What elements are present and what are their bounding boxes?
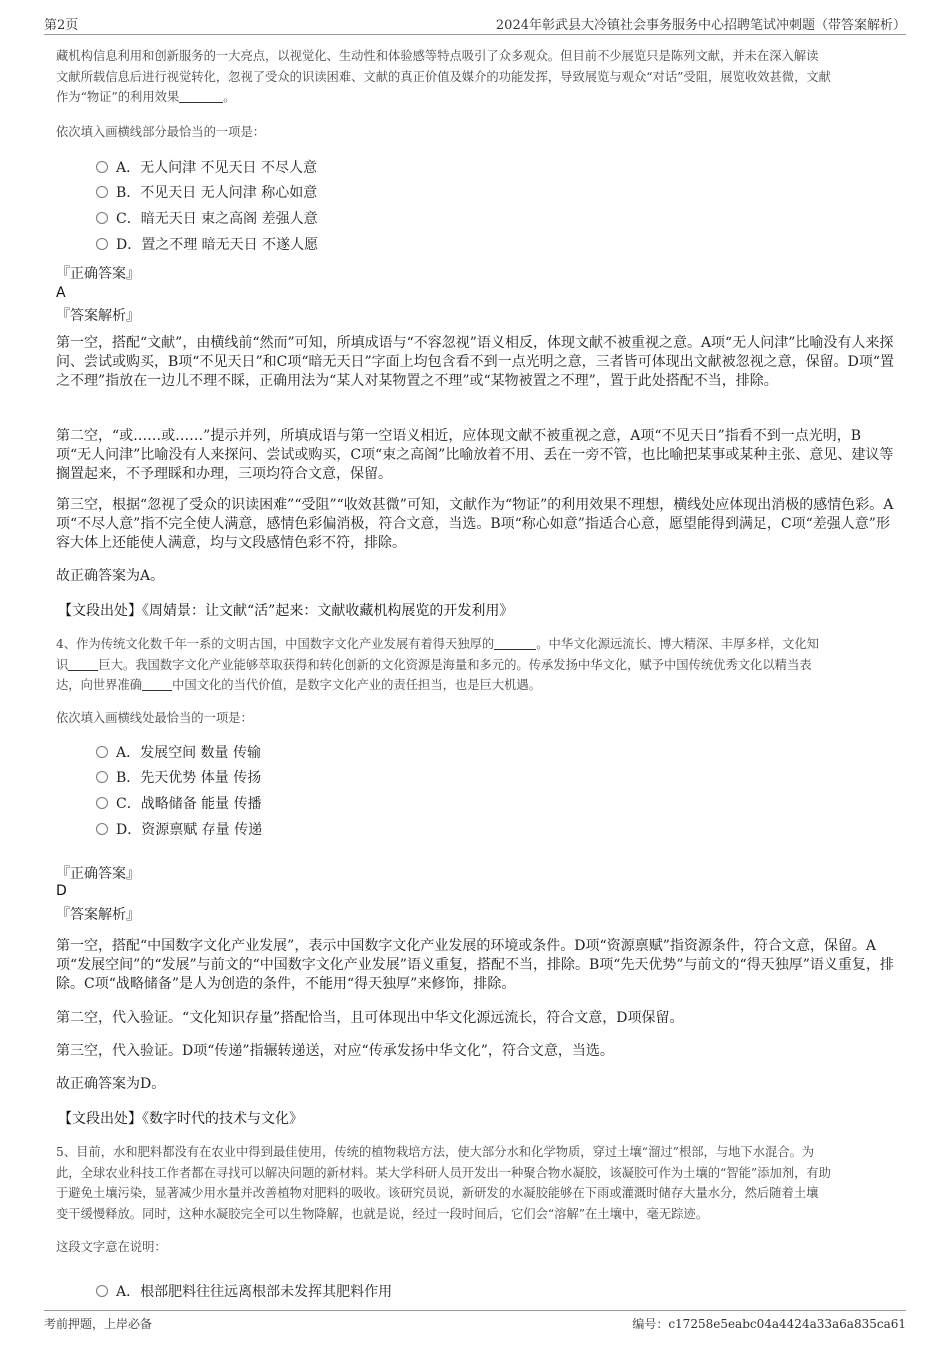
q3-source (58, 600, 513, 620)
q4-stem-text: 中国文化的当代价值，是数字文化产业的责任担当，也是巨大机遇。 (172, 678, 542, 692)
q4-stem-line (56, 634, 894, 655)
q4-option-b[interactable] (96, 768, 261, 788)
q4-answer: D (56, 883, 67, 899)
q4-answer-label: 『正确答案』 (56, 866, 140, 882)
q4-analysis-paragraph: 第一空，搭配“中国数字文化产业发展”，表示中国数字文化产业发展的环境或条件。D项“资源禀赋”指资源条件，符合文意，保留。A项“发展空间”的“发展”与前文的“中国数字文化产业发展”语义重复，搭配不当，排除。B项“先天优势”与前文的“得天独厚”语义重复，排除。C项“战略储备”是人为创造的条件，不能用“得天独厚”来修饰，排除。 (56, 938, 894, 992)
q4-stem-text: 巨大。我国数字文化产业能够萃取获得和转化创新的文化资源是海量和多元的。传承发扬中华文化，赋予中国传统优秀文化以精当表 (98, 657, 812, 672)
q3-option-a[interactable] (96, 158, 317, 178)
q5-stem-line: 此，全球农业科技工作者都在寻找可以解决问题的新材料。某大学科研人员开发出一种聚合物水凝胶，该凝胶可作为土壤的“智能”添加剂，有助 (56, 1165, 831, 1180)
document-id: 编号：c17258e5eabc04a4424a33a6a835ca61 (632, 1317, 906, 1331)
q3-passage-text: 。 (223, 90, 236, 104)
q3-answer-label: 『正确答案』 (56, 266, 140, 282)
page-number: 第2页 (44, 18, 79, 33)
q5-prompt: 这段文字意在说明： (56, 1240, 167, 1254)
q4-stem-line (56, 655, 894, 676)
q4-stem-text: 4、作为传统文化数千年一系的文明古国，中国数字文化产业发展有着得天独厚的 (56, 637, 495, 651)
q4-conclusion: 故正确答案为D。 (56, 1076, 166, 1092)
q3-option-c[interactable] (96, 209, 318, 229)
page-header (44, 12, 906, 35)
q4-option-c[interactable] (96, 794, 262, 814)
q4-analysis-label: 『答案解析』 (56, 907, 140, 923)
q4-stem-text: 达，向世界准确 (56, 678, 143, 692)
q4-option-d[interactable] (96, 820, 262, 840)
source-label: 【文段出处】 (58, 1111, 142, 1127)
fill-blank (494, 636, 536, 650)
radio-icon[interactable] (96, 161, 108, 173)
q4-stem (56, 634, 894, 696)
q3-option-d[interactable] (96, 235, 318, 255)
option-label: A．根部肥料往往远离根部未发挥其肥料作用 (116, 1284, 393, 1300)
page-footer (44, 1310, 906, 1335)
option-label: B．不见天日 无人问津 称心如意 (116, 185, 318, 201)
option-label: C．暗无天日 束之高阁 差强人意 (116, 211, 318, 227)
source-title: 《周婧景：让文献“活”起来：文献收藏机构展览的开发利用》 (142, 603, 514, 619)
q4-stem-line (56, 675, 894, 696)
q4-prompt: 依次填入画横线处最恰当的一项是： (56, 711, 253, 725)
q3-analysis-label: 『答案解析』 (56, 308, 140, 324)
q5-option-a[interactable] (96, 1282, 392, 1302)
radio-icon[interactable] (96, 823, 108, 835)
q4-option-a[interactable] (96, 743, 261, 763)
q4-analysis-paragraph: 第三空，代入验证。D项“传递”指辗转递送，对应“传承发扬中华文化”，符合文意，当选。 (56, 1043, 614, 1059)
q3-analysis-paragraph: 第一空，搭配“文献”，由横线前“然而”可知，所填成语与“不容忽视”语义相反，体现文献不被重视之意。A项“无人问津”比喻没有人来探问、尝试或购买，B项“不见天日”和C项“暗无天日”字面上均包含看不到一点光明之意，三者皆可体现出文献被忽视之意，保留。D项“置之不理”指放在一边儿不理不睬，正确用法为“某人对某物置之不理”或“某物被置之不理”，置于此处搭配不当，排除。 (56, 335, 895, 389)
q5-stem (56, 1142, 894, 1224)
fill-blank (68, 657, 98, 671)
fill-blank (142, 677, 172, 691)
q3-passage-text: 作为“物证”的利用效果 (56, 90, 180, 104)
q3-passage-line (56, 87, 894, 108)
q5-stem-line: 5、目前，水和肥料都没有在农业中得到最佳使用，传统的植物栽培方法，使大部分水和化学物质，穿过土壤“溜过”根部，与地下水混合。为 (56, 1145, 815, 1159)
fill-blank (179, 89, 223, 103)
q3-answer: A (56, 285, 66, 301)
option-label: D．资源禀赋 存量 传递 (116, 822, 263, 838)
radio-icon[interactable] (96, 1285, 108, 1297)
radio-icon[interactable] (96, 186, 108, 198)
q4-analysis-paragraph: 第二空，代入验证。“文化知识存量”搭配恰当，且可体现出中华文化源远流长，符合文意，D项保留。 (56, 1010, 684, 1026)
radio-icon[interactable] (96, 746, 108, 758)
q3-analysis-paragraph: 第二空，“或……或……”提示并列，所填成语与第一空语义相近，应体现文献不被重视之意，A项“不见天日”指看不到一点光明，B项“无人问津”比喻没有人来探问、尝试或购买，C项“束之高阁”比喻放着不用、丢在一旁不管，也比喻把某事或某种主张、意见、建议等搁置起来，不予理睬和办理，三项均符合文意，保留。 (56, 428, 894, 482)
q4-source (58, 1108, 303, 1128)
q3-analysis-paragraph: 第三空，根据“忽视了受众的识读困难”“受阻”“收效甚微”可知，文献作为“物证”的利用效果不理想，横线处应体现出消极的感情色彩。A项“不尽人意”指不完全使人满意，感情色彩偏消极，符合文意，当选。B项“称心如意”指适合心意，愿望能得到满足，C项“差强人意”形容大体上还能使人满意，均与文段感情色彩不符，排除。 (56, 497, 894, 551)
q4-stem-text: 识 (56, 657, 69, 672)
q4-stem-text: 。中华文化源远流长、博大精深、丰厚多样，文化知 (536, 637, 820, 651)
document-title: 2024年彰武县大冷镇社会事务服务中心招聘笔试冲刺题（带答案解析） (495, 18, 906, 33)
q5-stem-line: 变干缓慢释放。同时，这种水凝胶完全可以生物降解，也就是说，经过一段时间后，它们会“溶解”在土壤中，毫无踪迹。 (56, 1206, 709, 1221)
option-label: C．战略储备 能量 传播 (116, 796, 262, 812)
option-label: B．先天优势 体量 传扬 (116, 770, 262, 786)
radio-icon[interactable] (96, 212, 108, 224)
q3-prompt: 依次填入画横线部分最恰当的一项是： (56, 125, 266, 139)
q3-conclusion: 故正确答案为A。 (56, 568, 165, 584)
source-title: 《数字时代的技术与文化》 (142, 1111, 303, 1127)
q3-option-b[interactable] (96, 183, 317, 203)
q3-passage (56, 46, 894, 108)
footer-slogan: 考前押题，上岸必备 (44, 1317, 153, 1331)
radio-icon[interactable] (96, 238, 108, 250)
radio-icon[interactable] (96, 771, 108, 783)
option-label: A．无人问津 不见天日 不尽人意 (116, 160, 318, 176)
source-label: 【文段出处】 (58, 603, 142, 619)
option-label: D．置之不理 暗无天日 不遂人愿 (116, 237, 319, 253)
q3-passage-line: 文献所载信息后进行视觉转化，忽视了受众的识读困难、文献的真正价值及媒介的功能发挥，导致展览与观众“对话”受阻，展览收效甚微，文献 (56, 69, 831, 84)
option-label: A．发展空间 数量 传输 (116, 745, 262, 761)
radio-icon[interactable] (96, 797, 108, 809)
q5-stem-line: 于避免土壤污染，显著减少用水量并改善植物对肥料的吸收。该研究员说，新研发的水凝胶能够在下雨或灌溉时储存大量水分，然后随着土壤 (56, 1186, 819, 1200)
q3-passage-line: 藏机构信息利用和创新服务的一大亮点，以视觉化、生动性和体验感等特点吸引了众多观众。但目前不少展览只是陈列文献，并未在深入解读 (56, 49, 819, 63)
